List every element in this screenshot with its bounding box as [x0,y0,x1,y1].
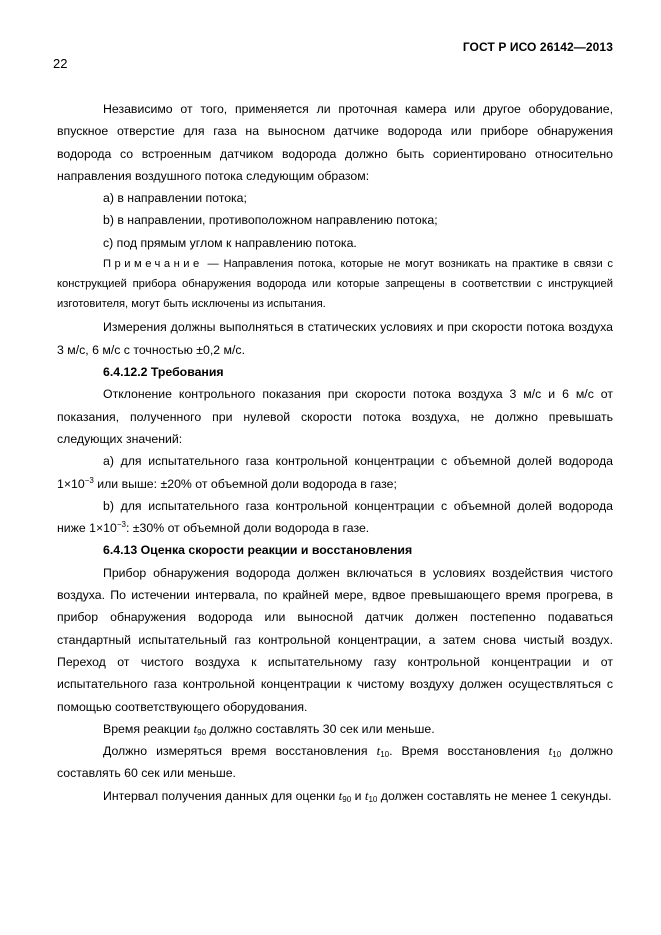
t10-subscript: 10 [552,750,562,760]
note-text: — Направления потока, которые не могут возникать на практике в связи с конструкцией прибора обнаружения водорода или которые запрещены в соответствии с инструкцией изготовителя, могут быть исключены из испытания. [57,258,613,310]
recovery-time-tail: должно составлять 60 сек или меньше. [57,744,613,781]
t-symbol: t [364,787,369,803]
t-symbol: t [193,720,198,736]
requirement-a-tail: или выше: ±20% от объемной доли водорода в газе; [93,476,397,491]
note-label: Примечание [103,258,203,271]
requirement-b-exponent: −3 [116,520,126,530]
paragraph-procedure: Прибор обнаружения водорода должен включаться в условиях воздействия чистого воздуха. По истечении интервала, по крайней мере, вдвое превышающего время прогрева, в прибор обнаружения водорода или выносной датчик должен постепенно подаваться стандартный испытательный газ контрольной концентрации, а затем снова чистый воздух. Переход от чистого воздуха к испытательному газу контрольной концентрации и от испытательного газа контрольной концентрации к чистому воздуху должен осуществляться с помощью соответствующего оборудования. [57,565,613,714]
paragraph-response-time [57,718,613,740]
t90-subscript: 90 [197,727,207,737]
requirement-b-tail: : ±30% от объемной доли водорода в газе. [125,521,370,536]
paragraph-data-interval [57,785,613,807]
recovery-time-text: Должно измеряться время восстановления [103,744,377,759]
list-item-a: a) в направлении потока; [103,191,247,206]
section-heading-requirements: 6.4.12.2 Требования [103,365,224,380]
requirement-a-text: a) для испытательного газа контрольной концентрации с объемной долей водорода 1×10 [57,454,613,491]
t-symbol: t [548,743,553,759]
t-symbol: t [338,787,343,803]
list-item-c: c) под прямым углом к направлению потока. [103,235,357,250]
data-interval-and: и [351,788,365,803]
t10-subscript: 10 [380,750,390,760]
page-number: 22 [53,56,68,71]
document-body [57,98,613,807]
paragraph-orientation: Независимо от того, применяется ли проточная камера или другое оборудование, впускное отверстие для газа на выносном датчике водорода или приборе обнаружения водорода со встроенным датчиком водорода должно быть сориентировано относительно направления воздушного потока следующим образом: [57,102,613,183]
standard-designation: ГОСТ Р ИСО 26142—2013 [462,40,613,54]
response-time-text: Время реакции [103,721,194,736]
t10-subscript: 10 [368,794,378,804]
response-time-tail: должно составлять 30 сек или меньше. [206,721,435,736]
list-item-b: b) в направлении, противоположном направлению потока; [103,213,438,228]
paragraph-recovery-time [57,740,613,785]
requirement-a-exponent: −3 [84,475,94,485]
requirement-item-b [57,495,613,540]
t-symbol: t [376,743,381,759]
section-heading-response: 6.4.13 Оценка скорости реакции и восстановления [103,543,413,558]
paragraph-deviation: Отклонение контрольного показания при скорости потока воздуха 3 м/с и 6 м/с от показания, полученного при нулевой скорости потока воздуха, не должно превышать следующих значений: [57,387,613,446]
note-paragraph [57,255,613,314]
data-interval-text: Интервал получения данных для оценки [103,788,339,803]
data-interval-tail: должен составлять не менее 1 секунды. [377,788,612,803]
recovery-time-mid: . Время восстановления [389,744,549,759]
requirement-item-a [57,450,613,495]
requirement-b-text: b) для испытательного газа контрольной концентрации с объемной долей водорода ниже 1×10 [57,498,613,536]
note-block [57,255,613,314]
t90-subscript: 90 [342,794,352,804]
paragraph-measurements: Измерения должны выполняться в статических условиях и при скорости потока воздуха 3 м/с, 6 м/с с точностью ±0,2 м/с. [57,320,613,357]
